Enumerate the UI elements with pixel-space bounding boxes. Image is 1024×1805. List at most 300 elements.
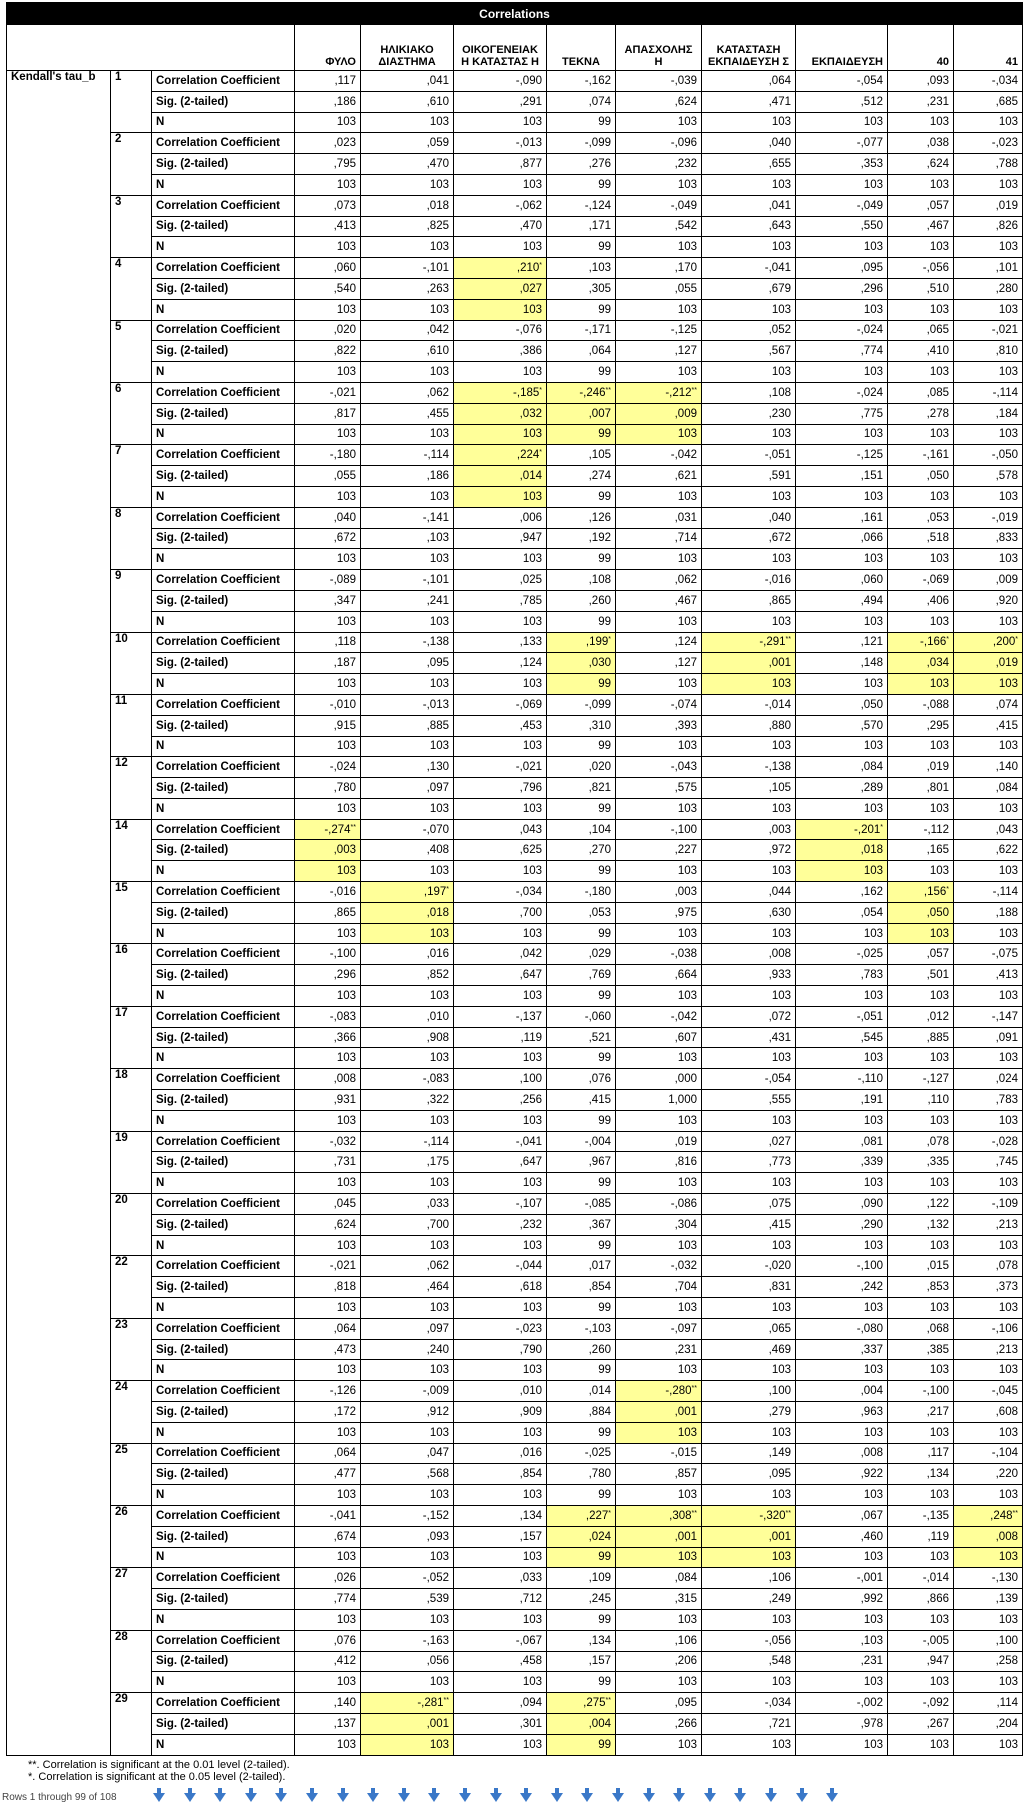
cell-value: ,788 (954, 154, 1023, 175)
cell-value: 103 (295, 986, 361, 1007)
cell-value: -,089 (295, 570, 361, 591)
cell-value: -,125 (796, 445, 888, 466)
cell-value: ,027 (454, 278, 547, 299)
scroll-arrows[interactable] (145, 1789, 1015, 1803)
cell-value: 103 (361, 1360, 454, 1381)
cell-value: 103 (702, 1422, 796, 1443)
cell-value: -,032 (295, 1131, 361, 1152)
cell-value: 103 (454, 674, 547, 695)
cell-value: ,972 (702, 840, 796, 861)
cell-value: ,184 (954, 403, 1023, 424)
cell-value: 103 (954, 798, 1023, 819)
cell-value: -,049 (616, 195, 702, 216)
table-row (7, 1693, 1023, 1714)
cell-value: ,091 (954, 1027, 1023, 1048)
cell-value: 103 (954, 1110, 1023, 1131)
cell-value: -,021 (295, 1256, 361, 1277)
cell-value: 103 (454, 736, 547, 757)
stat-label: Sig. (2-tailed) (152, 1589, 295, 1610)
cell-value: ,279 (702, 1402, 796, 1423)
cell-value: -,180 (295, 445, 361, 466)
stat-label: Sig. (2-tailed) (152, 1277, 295, 1298)
cell-value: -,147 (954, 1006, 1023, 1027)
cell-value: 103 (361, 798, 454, 819)
cell-value: ,393 (616, 715, 702, 736)
cell-value: ,023 (295, 133, 361, 154)
cell-value: ,470 (454, 216, 547, 237)
arrow-down-icon[interactable] (428, 1793, 440, 1802)
cell-value: 103 (796, 1734, 888, 1755)
cell-value: 103 (888, 237, 954, 258)
cell-value: ,052 (702, 320, 796, 341)
cell-value: ,108 (547, 570, 616, 591)
stat-label: N (152, 674, 295, 695)
cell-value: 103 (954, 1173, 1023, 1194)
cell-value: ,014 (454, 466, 547, 487)
cell-value: ,100 (954, 1630, 1023, 1651)
cell-value: -,023 (454, 1318, 547, 1339)
cell-value: ,412 (295, 1651, 361, 1672)
table-row (7, 341, 1023, 362)
cell-value: ,066 (796, 528, 888, 549)
cell-value: ,053 (888, 507, 954, 528)
row-variable: 14 (111, 819, 152, 881)
cell-value: ,073 (295, 195, 361, 216)
cell-value: 103 (295, 674, 361, 695)
cell-value: ,267 (888, 1713, 954, 1734)
cell-value: ,065 (702, 1318, 796, 1339)
stat-label: N (152, 424, 295, 445)
arrow-down-icon[interactable] (520, 1793, 532, 1802)
cell-value: ,353 (796, 154, 888, 175)
cell-value: ,040 (702, 507, 796, 528)
cell-value: ,019 (888, 757, 954, 778)
arrow-down-icon[interactable] (337, 1793, 349, 1802)
arrow-down-icon[interactable] (184, 1793, 196, 1802)
arrow-down-icon[interactable] (459, 1793, 471, 1802)
stat-label: Correlation Coefficient (152, 1006, 295, 1027)
stat-label: N (152, 1422, 295, 1443)
cell-value: -,041 (702, 258, 796, 279)
cell-value: -,014 (702, 694, 796, 715)
cell-value: ,853 (888, 1277, 954, 1298)
cell-value: ,020 (295, 320, 361, 341)
stat-label: N (152, 1235, 295, 1256)
cell-value: ,055 (616, 278, 702, 299)
stat-label: Sig. (2-tailed) (152, 1090, 295, 1111)
cell-value: -,101 (361, 570, 454, 591)
stat-label: Sig. (2-tailed) (152, 715, 295, 736)
stat-label: Sig. (2-tailed) (152, 1214, 295, 1235)
table-row (7, 1027, 1023, 1048)
stat-label: Sig. (2-tailed) (152, 590, 295, 611)
cell-value: ,967 (547, 1152, 616, 1173)
cell-value: ,270 (547, 840, 616, 861)
cell-value: ,134 (454, 1505, 547, 1526)
table-row (7, 382, 1023, 403)
table-row (7, 549, 1023, 570)
cell-value: ,151 (796, 466, 888, 487)
cell-value: ,095 (796, 258, 888, 279)
cell-value: 103 (954, 174, 1023, 195)
column-header: ΑΠΑΣΧΟΛΗΣ Η (616, 25, 702, 71)
cell-value: 103 (702, 299, 796, 320)
stat-label: Sig. (2-tailed) (152, 653, 295, 674)
cell-value: ,105 (702, 778, 796, 799)
cell-value: 103 (702, 986, 796, 1007)
arrow-down-icon[interactable] (306, 1793, 318, 1802)
cell-value: 103 (702, 549, 796, 570)
stat-label: Correlation Coefficient (152, 382, 295, 403)
arrow-down-icon[interactable] (612, 1793, 624, 1802)
table-row (7, 1402, 1023, 1423)
cell-value: ,992 (796, 1589, 888, 1610)
cell-value: ,568 (361, 1464, 454, 1485)
cell-value: 103 (888, 112, 954, 133)
cell-value: -,201* (796, 819, 888, 840)
cell-value: -,090 (454, 71, 547, 92)
cell-value: ,624 (295, 1214, 361, 1235)
cell-value: ,064 (295, 1443, 361, 1464)
cell-value: ,290 (796, 1214, 888, 1235)
cell-value: 103 (454, 1173, 547, 1194)
arrow-down-icon[interactable] (643, 1793, 655, 1802)
cell-value: ,721 (702, 1713, 796, 1734)
cell-value: ,017 (547, 1256, 616, 1277)
table-row (7, 757, 1023, 778)
cell-value: ,213 (954, 1339, 1023, 1360)
cell-value: 103 (888, 1298, 954, 1319)
cell-value: ,607 (616, 1027, 702, 1048)
cell-value: ,025 (454, 570, 547, 591)
row-variable: 19 (111, 1131, 152, 1193)
cell-value: 103 (454, 1485, 547, 1506)
arrow-down-icon[interactable] (704, 1793, 716, 1802)
cell-value: 99 (547, 1360, 616, 1381)
table-row (7, 1318, 1023, 1339)
cell-value: -,100 (796, 1256, 888, 1277)
cell-value: ,010 (454, 1381, 547, 1402)
cell-value: -,101 (361, 258, 454, 279)
stat-label: Correlation Coefficient (152, 195, 295, 216)
cell-value: ,106 (702, 1568, 796, 1589)
cell-value: 103 (295, 174, 361, 195)
cell-value: 103 (954, 611, 1023, 632)
cell-value: 103 (888, 1672, 954, 1693)
cell-value: ,044 (702, 882, 796, 903)
table-row (7, 1194, 1023, 1215)
cell-value: ,477 (295, 1464, 361, 1485)
cell-value: ,064 (702, 71, 796, 92)
cell-value: ,227* (547, 1505, 616, 1526)
cell-value: ,010 (361, 1006, 454, 1027)
cell-value: ,769 (547, 965, 616, 986)
stat-label: Sig. (2-tailed) (152, 1402, 295, 1423)
cell-value: ,192 (547, 528, 616, 549)
cell-value: ,078 (954, 1256, 1023, 1277)
cell-value: -,212** (616, 382, 702, 403)
stat-label: N (152, 1110, 295, 1131)
cell-value: ,064 (547, 341, 616, 362)
arrow-down-icon[interactable] (826, 1793, 838, 1802)
cell-value: 103 (888, 861, 954, 882)
cell-value: 103 (954, 986, 1023, 1007)
cell-value: 99 (547, 674, 616, 695)
cell-value: 103 (454, 424, 547, 445)
cell-value: 103 (361, 362, 454, 383)
table-row (7, 694, 1023, 715)
cell-value: ,003 (702, 819, 796, 840)
cell-value: ,413 (295, 216, 361, 237)
table-row (7, 632, 1023, 653)
cell-value: -,125 (616, 320, 702, 341)
cell-value: ,655 (702, 154, 796, 175)
cell-value: 103 (702, 923, 796, 944)
cell-value: ,295 (888, 715, 954, 736)
row-variable: 1 (111, 71, 152, 133)
cell-value: 103 (954, 486, 1023, 507)
cell-value: 103 (295, 1235, 361, 1256)
cell-value: 103 (616, 1609, 702, 1630)
cell-value: 103 (361, 174, 454, 195)
row-variable: 20 (111, 1194, 152, 1256)
cell-value: ,467 (616, 590, 702, 611)
cell-value: 103 (702, 1672, 796, 1693)
cell-value: 103 (454, 112, 547, 133)
cell-value: ,796 (454, 778, 547, 799)
stat-label: Correlation Coefficient (152, 632, 295, 653)
row-variable: 12 (111, 757, 152, 819)
table-row (7, 528, 1023, 549)
cell-value: -,019 (954, 507, 1023, 528)
cell-value: -,025 (796, 944, 888, 965)
cell-value: 103 (454, 549, 547, 570)
cell-value: 103 (616, 611, 702, 632)
cell-value: ,471 (702, 91, 796, 112)
cell-value: -,106 (954, 1318, 1023, 1339)
cell-value: ,852 (361, 965, 454, 986)
cell-value: ,231 (796, 1651, 888, 1672)
cell-value: ,464 (361, 1277, 454, 1298)
cell-value: 103 (295, 1048, 361, 1069)
cell-value: 103 (361, 861, 454, 882)
cell-value: ,097 (361, 778, 454, 799)
cell-value: 103 (796, 1672, 888, 1693)
cell-value: ,231 (888, 91, 954, 112)
arrow-down-icon[interactable] (275, 1793, 287, 1802)
cell-value: -,180 (547, 882, 616, 903)
cell-value: ,172 (295, 1402, 361, 1423)
column-header: ΚΑΤΑΣΤΑΣΗ ΕΚΠΑΙΔΕΥΣΗ Σ (702, 25, 796, 71)
table-row (7, 258, 1023, 279)
cell-value: 103 (888, 486, 954, 507)
cell-value: 103 (361, 736, 454, 757)
cell-value: 103 (954, 674, 1023, 695)
stat-label: Sig. (2-tailed) (152, 403, 295, 424)
footnote-001: **. Correlation is significant at the 0.01 level (2-tailed). (28, 1759, 290, 1771)
cell-value: -,166* (888, 632, 954, 653)
cell-value: ,263 (361, 278, 454, 299)
table-row (7, 715, 1023, 736)
cell-value: 103 (888, 1422, 954, 1443)
cell-value: ,068 (888, 1318, 954, 1339)
table-row (7, 466, 1023, 487)
cell-value: -,083 (295, 1006, 361, 1027)
footnote-005: *. Correlation is significant at the 0.05 level (2-tailed). (28, 1771, 286, 1783)
cell-value: ,337 (796, 1339, 888, 1360)
row-variable: 16 (111, 944, 152, 1006)
cell-value: ,339 (796, 1152, 888, 1173)
cell-value: ,008 (954, 1526, 1023, 1547)
cell-value: ,714 (616, 528, 702, 549)
cell-value: 103 (796, 861, 888, 882)
table-row (7, 1651, 1023, 1672)
row-variable: 11 (111, 694, 152, 756)
cell-value: 103 (361, 1609, 454, 1630)
cell-value: ,093 (888, 71, 954, 92)
cell-value: ,296 (796, 278, 888, 299)
cell-value: 103 (616, 1298, 702, 1319)
stat-label: Correlation Coefficient (152, 71, 295, 92)
cell-value: ,865 (702, 590, 796, 611)
cell-value: 103 (454, 1235, 547, 1256)
cell-value: ,165 (888, 840, 954, 861)
cell-value: ,625 (454, 840, 547, 861)
cell-value: 103 (954, 861, 1023, 882)
cell-value: -,062 (454, 195, 547, 216)
cell-value: ,108 (702, 382, 796, 403)
cell-value: 99 (547, 1298, 616, 1319)
arrow-down-icon[interactable] (245, 1793, 257, 1802)
cell-value: ,050 (888, 466, 954, 487)
row-variable: 27 (111, 1568, 152, 1630)
row-variable: 10 (111, 632, 152, 694)
cell-value: ,018 (796, 840, 888, 861)
cell-value: ,275** (547, 1693, 616, 1714)
cell-value: ,712 (454, 1589, 547, 1610)
stat-label: Sig. (2-tailed) (152, 1651, 295, 1672)
stat-label: Correlation Coefficient (152, 1693, 295, 1714)
cell-value: ,672 (295, 528, 361, 549)
table-title: Correlations (7, 3, 1023, 25)
table-row (7, 861, 1023, 882)
stat-label: N (152, 798, 295, 819)
cell-value: 103 (796, 1235, 888, 1256)
cell-value: 103 (796, 1422, 888, 1443)
cell-value: 103 (954, 736, 1023, 757)
cell-value: ,119 (454, 1027, 547, 1048)
cell-value: ,947 (454, 528, 547, 549)
cell-value: -,086 (616, 1194, 702, 1215)
cell-value: 103 (888, 1173, 954, 1194)
arrow-down-icon[interactable] (367, 1793, 379, 1802)
cell-value: -,034 (954, 71, 1023, 92)
cell-value: ,074 (547, 91, 616, 112)
cell-value: 103 (616, 237, 702, 258)
table-row (7, 1214, 1023, 1235)
cell-value: 99 (547, 1609, 616, 1630)
cell-value: 103 (295, 299, 361, 320)
cell-value: ,027 (702, 1131, 796, 1152)
cell-value: ,920 (954, 590, 1023, 611)
cell-value: ,062 (361, 382, 454, 403)
arrow-down-icon[interactable] (581, 1793, 593, 1802)
cell-value: 99 (547, 923, 616, 944)
row-variable: 29 (111, 1693, 152, 1755)
cell-value: 103 (616, 1485, 702, 1506)
cell-value: 103 (954, 1422, 1023, 1443)
cell-value: 103 (295, 112, 361, 133)
stat-label: Sig. (2-tailed) (152, 278, 295, 299)
row-variable: 8 (111, 507, 152, 569)
arrow-down-icon[interactable] (153, 1793, 165, 1802)
cell-value: 103 (295, 736, 361, 757)
cell-value: ,019 (954, 653, 1023, 674)
column-header-row (7, 25, 1023, 71)
cell-value: -,001 (796, 1568, 888, 1589)
stat-label: N (152, 923, 295, 944)
arrow-down-icon[interactable] (551, 1793, 563, 1802)
cell-value: ,016 (454, 1443, 547, 1464)
cell-value: -,014 (888, 1568, 954, 1589)
cell-value: ,186 (361, 466, 454, 487)
cell-value: ,008 (295, 1069, 361, 1090)
cell-value: ,045 (295, 1194, 361, 1215)
stat-label: N (152, 1360, 295, 1381)
table-row (7, 133, 1023, 154)
cell-value: 103 (295, 1422, 361, 1443)
table-row (7, 798, 1023, 819)
arrow-down-icon[interactable] (398, 1793, 410, 1802)
cell-value: ,347 (295, 590, 361, 611)
cell-value: ,672 (702, 528, 796, 549)
cell-value: ,008 (702, 944, 796, 965)
cell-value: ,067 (796, 1505, 888, 1526)
cell-value: ,054 (796, 902, 888, 923)
arrow-down-icon[interactable] (214, 1793, 226, 1802)
cell-value: ,470 (361, 154, 454, 175)
arrow-down-icon[interactable] (734, 1793, 746, 1802)
cell-value: -,002 (796, 1693, 888, 1714)
cell-value: 103 (796, 986, 888, 1007)
cell-value: ,095 (616, 1693, 702, 1714)
cell-value: ,857 (616, 1464, 702, 1485)
arrow-down-icon[interactable] (673, 1793, 685, 1802)
cell-value: ,094 (454, 1693, 547, 1714)
stat-label: Correlation Coefficient (152, 1630, 295, 1651)
arrow-down-icon[interactable] (765, 1793, 777, 1802)
table-row (7, 1152, 1023, 1173)
cell-value: 103 (954, 1485, 1023, 1506)
cell-value: -,039 (616, 71, 702, 92)
cell-value: 103 (702, 1235, 796, 1256)
cell-value: ,191 (796, 1090, 888, 1111)
cell-value: 103 (702, 1298, 796, 1319)
table-row (7, 1298, 1023, 1319)
cell-value: 103 (796, 1609, 888, 1630)
cell-value: ,053 (547, 902, 616, 923)
cell-value: 103 (454, 1048, 547, 1069)
stat-label: Correlation Coefficient (152, 819, 295, 840)
arrow-down-icon[interactable] (490, 1793, 502, 1802)
cell-value: -,135 (888, 1505, 954, 1526)
table-row (7, 403, 1023, 424)
stat-label: Correlation Coefficient (152, 1194, 295, 1215)
cell-value: ,322 (361, 1090, 454, 1111)
arrow-down-icon[interactable] (796, 1793, 808, 1802)
cell-value: ,308** (616, 1505, 702, 1526)
stat-label: Sig. (2-tailed) (152, 778, 295, 799)
